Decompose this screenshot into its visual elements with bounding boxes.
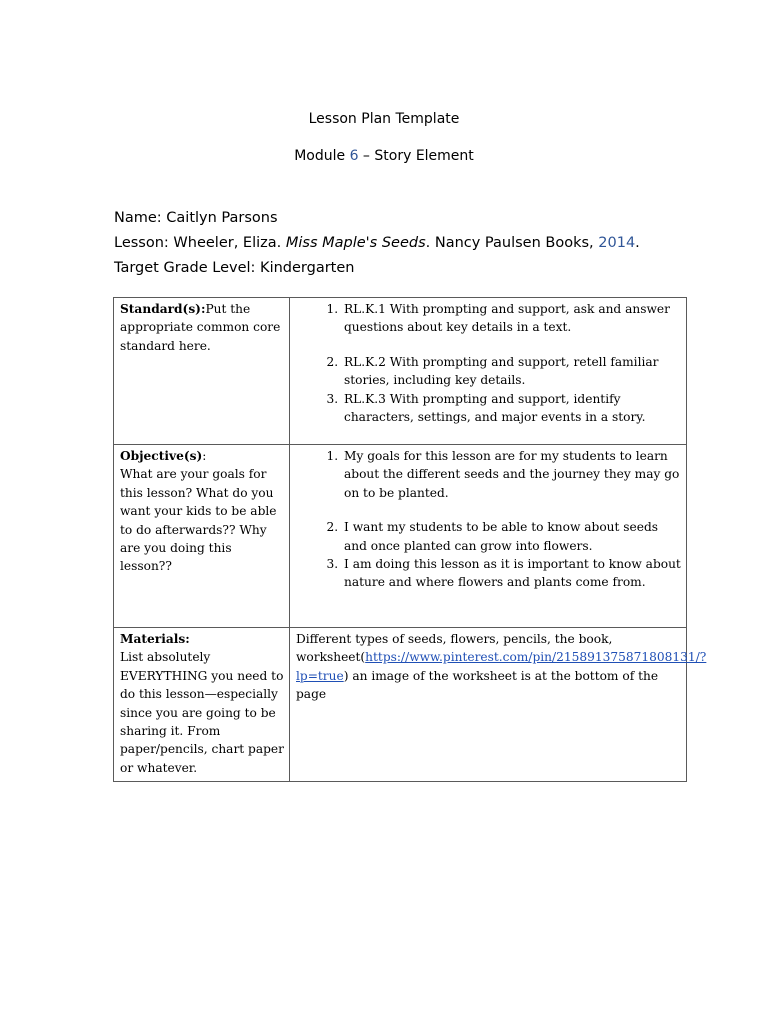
module-heading	[0, 148, 768, 164]
standards-label: Standard(s):	[120, 302, 206, 316]
grade-line	[114, 260, 354, 276]
document-title: Lesson Plan Template	[308, 111, 460, 127]
standards-label-cell	[114, 298, 290, 445]
standards-item: 2. RL.K.2 With prompting and support, retell familiar stories, including key details.	[342, 353, 682, 390]
standards-item: 3. RL.K.3 With prompting and support, identify characters, settings, and major events in a story.	[342, 390, 682, 427]
lesson-book-title: Miss Maple's Seeds	[285, 235, 426, 251]
name-label: Name:	[114, 210, 162, 226]
objectives-item: 1. My goals for this lesson are for my students to learn about the different seeds and the journey they may go on to be planted.	[342, 447, 682, 502]
objectives-content-cell	[290, 445, 687, 628]
worksheet-link[interactable]: https://www.pinterest.com/pin/215891375871808131/?lp=true	[296, 650, 707, 683]
lesson-line	[114, 235, 640, 251]
module-prefix: Module	[294, 148, 350, 164]
standards-row	[114, 298, 687, 445]
lesson-author: Wheeler, Eliza.	[168, 235, 286, 251]
grade-label: Target Grade Level:	[114, 260, 256, 276]
objectives-label: Objective(s)	[120, 449, 203, 463]
standards-prompt: Put the appropriate common core standard here.	[120, 302, 281, 353]
objectives-label-cell	[114, 445, 290, 628]
name-value: Caitlyn Parsons	[161, 210, 278, 226]
materials-prompt: List absolutely EVERYTHING you need to do this lesson—especially since you are going to be sharing it. From paper/pencils, chart paper or whatever.	[120, 650, 284, 775]
standards-content-cell	[290, 298, 687, 445]
module-number: 6	[349, 148, 359, 164]
lesson-publisher: . Nancy Paulsen Books,	[425, 235, 599, 251]
name-line	[114, 210, 278, 226]
objectives-item: 3. I am doing this lesson as it is important to know about nature and where flowers and plants come from.	[342, 555, 682, 592]
materials-text-after: ) an image of the worksheet is at the bottom of the page	[296, 668, 659, 702]
objectives-list	[296, 447, 682, 592]
objectives-label-colon: :	[202, 449, 207, 463]
materials-content-cell	[290, 628, 707, 782]
objectives-item: 2. I want my students to be able to know about seeds and once planted can grow into flowers.	[342, 518, 682, 555]
materials-label: Materials:	[120, 632, 190, 646]
lesson-label: Lesson:	[114, 235, 169, 251]
materials-label-cell	[114, 628, 290, 782]
lesson-end: .	[635, 235, 640, 251]
lesson-plan-table	[113, 297, 707, 782]
objectives-prompt: What are your goals for this lesson? What do you want your kids to be able to do afterwards?? Why are you doing this lesson??	[120, 467, 277, 574]
lesson-year: 2014	[598, 235, 636, 251]
materials-text-before: Different types of seeds, flowers, pencils, the book, worksheet(	[296, 632, 613, 665]
module-suffix: – Story Element	[358, 148, 474, 164]
standards-item: 1. RL.K.1 With prompting and support, ask and answer questions about key details in a text.	[342, 300, 682, 337]
objectives-row	[114, 445, 687, 628]
grade-value: Kindergarten	[255, 260, 355, 276]
materials-row	[114, 628, 687, 782]
standards-list	[296, 300, 682, 426]
